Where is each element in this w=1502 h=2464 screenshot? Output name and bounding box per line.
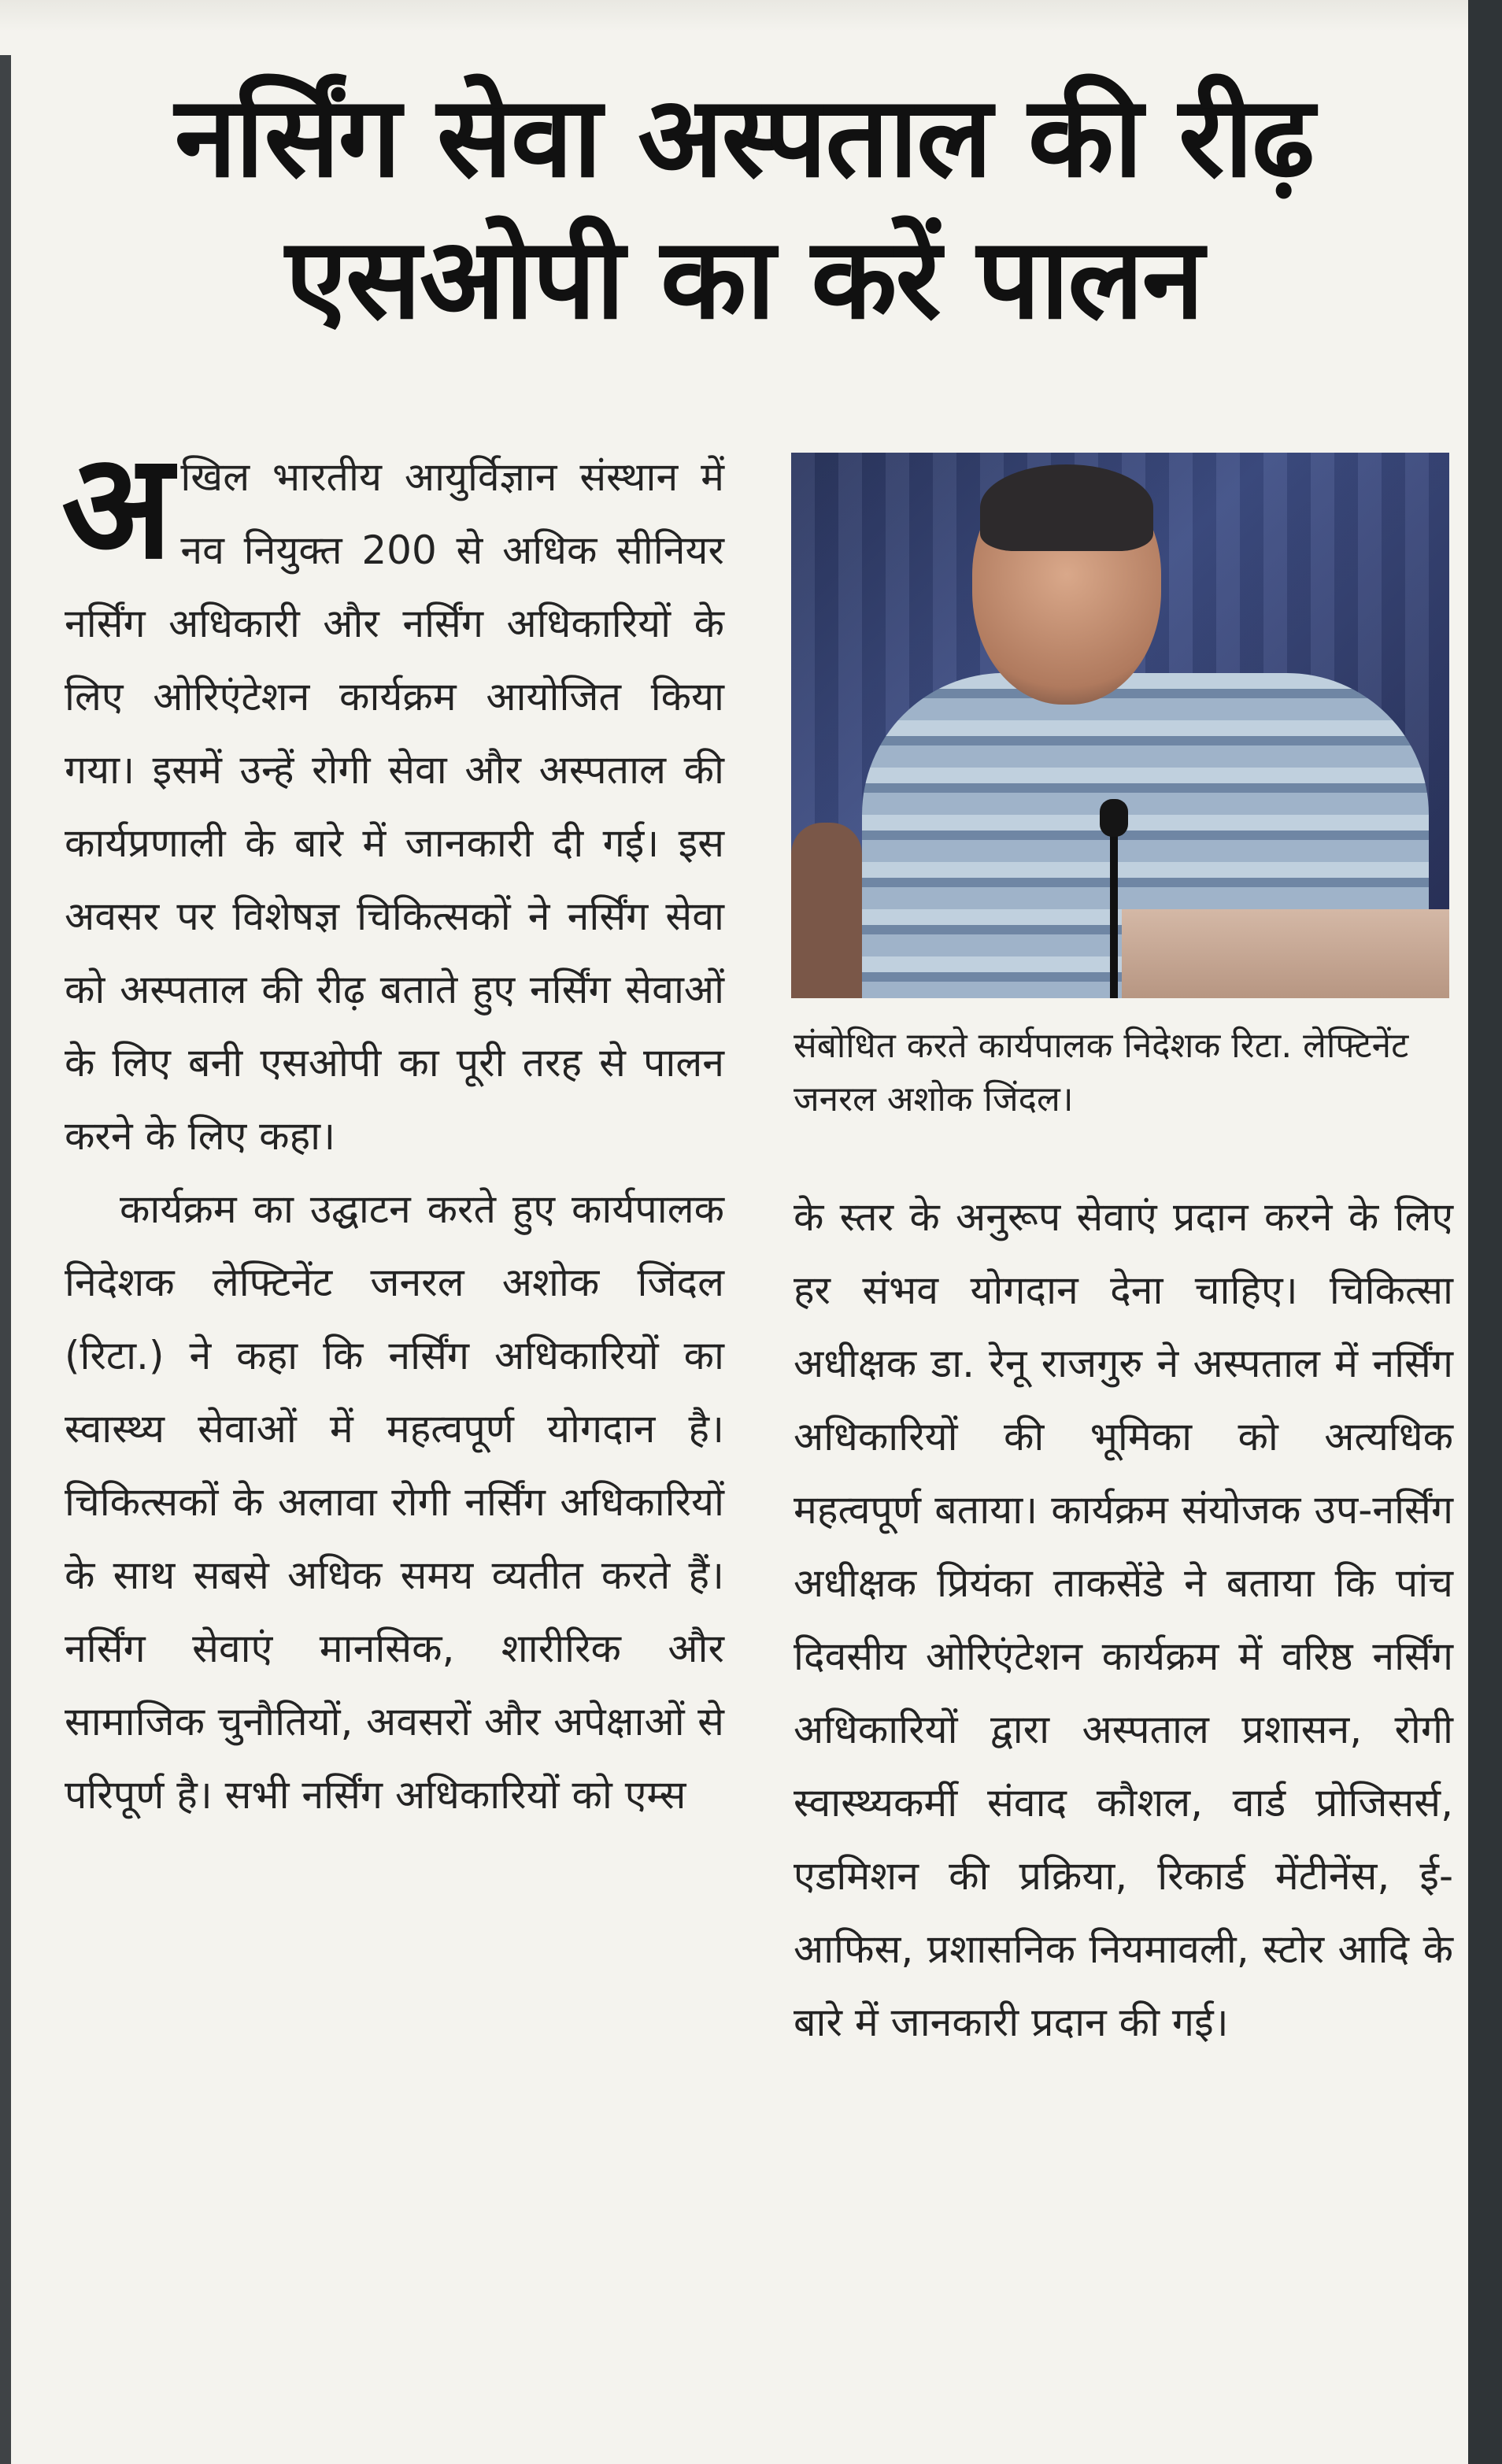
- article-paragraph-3: के स्तर के अनुरूप सेवाएं प्रदान करने के लिए हर संभव योगदान देना चाहिए। चिकित्सा अधीक्षक डा. रेनू राजगुरु ने अस्पताल में नर्सिंग अधिकारियों की भूमिका को अत्यधिक महत्वपूर्ण बताया। कार्यक्रम संयोजक उप-नर्सिंग अधीक्षक प्रियंका ताकसेंडे ने बताया कि पांच दिवसीय ओरिएंटेशन कार्यक्रम में वरिष्ठ नर्सिंग अधिकारियों द्वारा अस्पताल प्रशासन, रोगी स्वास्थ्यकर्मी संवाद कौशल, वार्ड प्रोजिसर्स, एडमिशन की प्रक्रिया, रिकार्ड मेंटीनेंस, ई-आफिस, प्रशासनिक नियमावली, स्टोर आदि के बारे में जानकारी प्रदान की गई।: [794, 1194, 1453, 2045]
- drop-cap: अ: [61, 421, 173, 591]
- article-photo: [791, 453, 1449, 998]
- article-paragraph-2: कार्यक्रम का उद्घाटन करते हुए कार्यपालक निदेशक लेफ्टिनेंट जनरल अशोक जिंदल (रिटा.) ने कहा कि नर्सिंग अधिकारियों का स्वास्थ्य सेवाओं में महत्वपूर्ण योगदान है। चिकित्सकों के अलावा रोगी नर्सिंग अधिकारियों के साथ सबसे अधिक समय व्यतीत करते हैं। नर्सिंग सेवाएं मानसिक, शारीरिक और सामाजिक चुनौतियों, अवसरों और अपेक्षाओं से परिपूर्ण है। सभी नर्सिंग अधिकारियों को एम्स: [65, 1186, 724, 1818]
- speaker-figure-hair: [980, 464, 1153, 551]
- top-edge-strip: [0, 0, 1468, 31]
- microphone-stand: [1110, 823, 1118, 998]
- article-column-left: [61, 421, 724, 1832]
- photo-caption: संबोधित करते कार्यपालक निदेशक रिटा. लेफ्टिनेंट जनरल अशोक जिंदल।: [794, 1026, 1409, 1119]
- article-column-right: [794, 1181, 1453, 2059]
- column-divider-left: [0, 55, 11, 2464]
- podium: [1122, 909, 1449, 998]
- microphone-icon: [1100, 799, 1128, 837]
- page-edge-bar: [1468, 0, 1502, 2464]
- headline-line-1: नर्सिंग सेवा अस्पताल की रीढ़: [174, 72, 1313, 202]
- photo-background-person: [791, 823, 862, 998]
- paragraph-1-text: खिल भारतीय आयुर्विज्ञान संस्थान में नव नियुक्त 200 से अधिक सीनियर नर्सिंग अधिकारी और नर्सिंग अधिकारियों के लिए ओरिएंटेशन कार्यक्रम आयोजित किया गया। इसमें उन्हें रोगी सेवा और अस्पताल की कार्यप्रणाली के बारे में जानकारी दी गई। इस अवसर पर विशेषज्ञ चिकित्सकों ने नर्सिंग सेवा को अस्पताल की रीढ़ बताते हुए नर्सिंग सेवाओं के लिए बनी एसओपी का पूरी तरह से पालन करने के लिए कहा।: [65, 454, 724, 1159]
- headline-line-2: एसओपी का करें पालन: [285, 214, 1203, 344]
- headline: [24, 67, 1464, 350]
- article-paragraph-1: [61, 421, 724, 1173]
